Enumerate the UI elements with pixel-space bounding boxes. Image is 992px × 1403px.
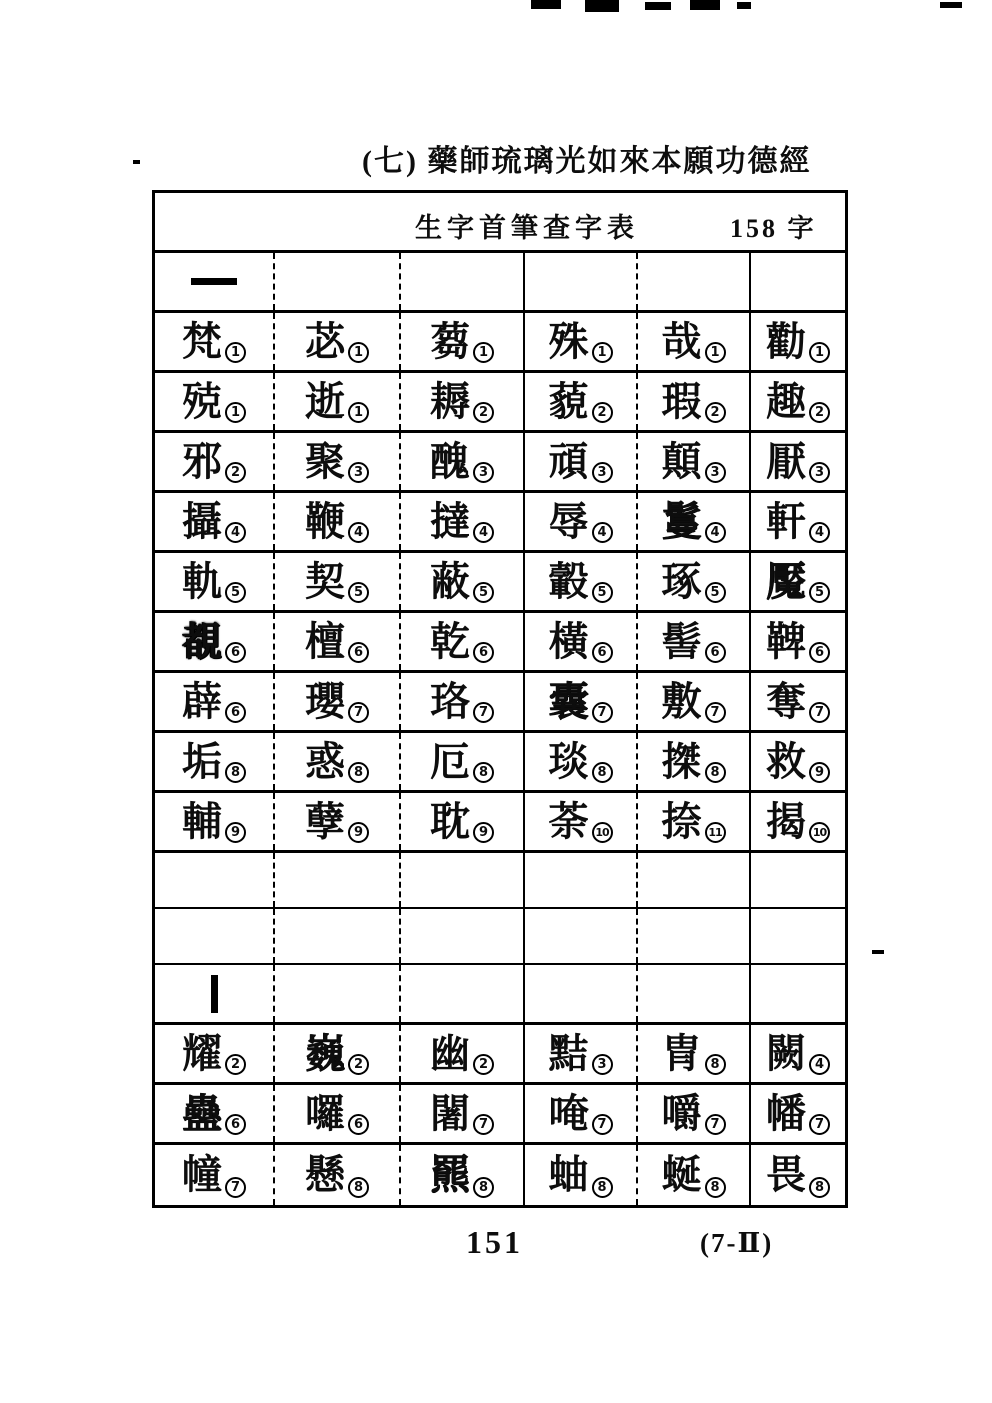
character: 搩 [661,738,702,784]
occurrence-page-number: 6 [348,642,369,663]
occurrence-page-number: 2 [473,402,494,423]
char-cell [155,373,273,430]
empty-cell [399,853,523,907]
scan-artifact [585,0,619,12]
scan-artifact [940,2,962,8]
char-cell [749,733,845,790]
char-cell [273,373,399,430]
scan-artifact [737,2,751,9]
char-cell [749,373,845,430]
empty-row [155,909,845,965]
character: 薜 [182,678,222,724]
character: 契 [305,558,345,604]
character: 軒 [766,498,806,544]
occurrence-page-number: 8 [225,762,246,783]
empty-cell [749,909,845,963]
occurrence-page-number: 2 [473,1054,494,1075]
character-count: 158 字 [730,214,817,243]
char-cell [636,1085,749,1142]
occurrence-page-number: 8 [592,762,613,783]
char-cell [273,1145,399,1205]
char-cell [399,373,523,430]
char-cell [523,733,636,790]
occurrence-page-number: 6 [348,1114,369,1135]
character: 幡 [766,1090,806,1136]
character: 邪 [182,438,222,484]
char-cell [636,733,749,790]
occurrence-page-number: 3 [592,1054,613,1075]
character: 瓔 [305,678,345,724]
occurrence-page-number: 2 [809,402,830,423]
char-cell [749,313,845,370]
empty-cell [749,965,845,1022]
occurrence-page-number: 1 [705,342,726,363]
occurrence-page-number: 5 [809,582,830,603]
occurrence-page-number: 3 [705,462,726,483]
table-rows [155,253,845,1205]
character: 撻 [430,498,470,544]
scan-artifact [872,950,884,954]
character-row [155,673,845,733]
char-cell [749,793,845,850]
empty-cell [523,853,636,907]
occurrence-page-number: 8 [348,762,369,783]
character: 蔽 [430,558,470,604]
char-cell [155,1025,273,1082]
character: 孽 [305,798,345,844]
character: 琰 [548,738,589,784]
char-cell [273,733,399,790]
empty-cell [155,909,273,963]
character: 幢 [182,1152,222,1197]
occurrence-page-number: 7 [705,702,726,723]
char-cell [523,673,636,730]
empty-cell [273,853,399,907]
occurrence-page-number: 10 [592,822,613,843]
empty-cell [749,853,845,907]
scan-artifact [531,0,561,9]
character: 鬘 [661,498,702,544]
occurrence-page-number: 6 [705,642,726,663]
empty-cell [636,909,749,963]
char-cell [155,793,273,850]
volume-section-number: (7-Ⅱ) [700,1228,774,1258]
occurrence-page-number: 10 [809,822,830,843]
occurrence-page-number: 8 [473,1177,494,1198]
character: 殊 [548,318,589,364]
character: 垢 [182,738,222,784]
occurrence-page-number: 11 [705,822,726,843]
character-row [155,1025,845,1085]
character-row [155,613,845,673]
char-cell [636,493,749,550]
char-cell [155,613,273,670]
char-cell [636,433,749,490]
char-cell [273,493,399,550]
occurrence-page-number: 4 [809,1054,830,1075]
character-row [155,553,845,613]
char-cell [749,1025,845,1082]
occurrence-page-number: 2 [705,402,726,423]
character: 聚 [305,438,345,484]
char-cell [273,1025,399,1082]
stroke-glyph [211,975,218,1013]
char-cell [273,433,399,490]
occurrence-page-number: 8 [705,1177,726,1198]
char-cell [523,1025,636,1082]
char-cell [749,673,845,730]
occurrence-page-number: 8 [592,1177,613,1198]
occurrence-page-number: 9 [809,762,830,783]
char-cell [749,613,845,670]
character-row [155,313,845,373]
occurrence-page-number: 8 [473,762,494,783]
scan-artifact [690,0,720,10]
character: 耀 [182,1030,222,1076]
occurrence-page-number: 6 [225,1114,246,1135]
occurrence-page-number: 1 [473,342,494,363]
char-cell [155,1085,273,1142]
character: 敷 [661,678,702,724]
char-cell [399,673,523,730]
character-row [155,433,845,493]
char-cell [636,673,749,730]
character: 冑 [661,1030,702,1076]
character: 勸 [766,318,806,364]
char-cell [523,493,636,550]
character: 奪 [766,678,806,724]
character: 黠 [548,1030,589,1076]
character-row [155,493,845,553]
occurrence-page-number: 8 [705,1054,726,1075]
character: 荼 [548,798,589,844]
occurrence-page-number: 2 [225,1054,246,1075]
page-number: 151 [466,1224,523,1260]
occurrence-page-number: 9 [225,822,246,843]
char-cell [636,613,749,670]
empty-cell [399,909,523,963]
character: 耽 [430,798,470,844]
character: 羆 [430,1152,470,1197]
occurrence-page-number: 6 [225,702,246,723]
character: 厭 [766,438,806,484]
char-cell [523,433,636,490]
occurrence-page-number: 3 [348,462,369,483]
table-title: 生字首筆查字表 [415,213,639,243]
char-cell [523,553,636,610]
character: 蠱 [182,1090,222,1136]
occurrence-page-number: 9 [348,822,369,843]
empty-cell [399,253,523,310]
char-cell [636,1145,749,1205]
character: 覩 [182,618,222,664]
character: 嚼 [661,1090,702,1136]
character-row [155,1085,845,1145]
occurrence-page-number: 2 [225,462,246,483]
character: 蜒 [661,1152,702,1197]
char-cell [399,493,523,550]
occurrence-page-number: 3 [809,462,830,483]
char-cell [636,793,749,850]
occurrence-page-number: 7 [592,702,613,723]
character-row [155,1145,845,1205]
occurrence-page-number: 7 [225,1177,246,1198]
occurrence-page-number: 8 [705,762,726,783]
character: 乾 [430,618,470,664]
character: 梵 [182,318,222,364]
empty-cell [273,965,399,1022]
occurrence-page-number: 2 [348,1054,369,1075]
character: 哉 [661,318,702,364]
character: 趣 [766,378,806,424]
occurrence-page-number: 1 [592,342,613,363]
occurrence-page-number: 5 [473,582,494,603]
character: 巍 [305,1030,345,1076]
empty-cell [636,853,749,907]
character: 頑 [548,438,589,484]
char-cell [155,673,273,730]
scan-artifact [645,2,671,10]
character: 魘 [766,558,806,604]
character: 囊 [548,678,589,724]
occurrence-page-number: 7 [473,1114,494,1135]
char-cell [399,1085,523,1142]
empty-cell [636,253,749,310]
occurrence-page-number: 7 [592,1114,613,1135]
character: 苾 [305,318,345,364]
occurrence-page-number: 5 [592,582,613,603]
occurrence-page-number: 4 [809,522,830,543]
char-cell [155,433,273,490]
occurrence-page-number: 7 [705,1114,726,1135]
character: 厄 [430,738,470,784]
char-cell [749,1145,845,1205]
empty-cell [273,909,399,963]
character: 捺 [661,798,702,844]
character: 畏 [766,1152,806,1197]
character-row [155,373,845,433]
character: 瑕 [661,378,702,424]
char-cell [749,553,845,610]
stroke-section-row [155,253,845,313]
char-cell [273,673,399,730]
character: 闕 [766,1030,806,1076]
char-cell [399,1145,523,1205]
character: 轂 [548,558,589,604]
character: 蚰 [548,1152,589,1197]
character: 髻 [661,618,702,664]
char-cell [523,313,636,370]
char-cell [273,1085,399,1142]
stroke-section-header [155,253,273,310]
char-cell [399,313,523,370]
char-cell [155,1145,273,1205]
occurrence-page-number: 4 [225,522,246,543]
empty-cell [399,965,523,1022]
character: 鞞 [766,618,806,664]
occurrence-page-number: 5 [705,582,726,603]
char-cell [523,613,636,670]
char-cell [523,373,636,430]
occurrence-page-number: 6 [809,642,830,663]
occurrence-page-number: 6 [225,642,246,663]
occurrence-page-number: 4 [473,522,494,543]
character: 鞭 [305,498,345,544]
char-cell [636,1025,749,1082]
empty-cell [749,253,845,310]
occurrence-page-number: 7 [473,702,494,723]
occurrence-page-number: 7 [809,1114,830,1135]
document-title: (七) 藥師琉璃光如來本願功德經 [362,145,812,178]
char-cell [523,1085,636,1142]
character: 檀 [305,618,345,664]
occurrence-page-number: 3 [473,462,494,483]
char-cell [399,733,523,790]
character: 闍 [430,1090,470,1136]
empty-cell [523,965,636,1022]
occurrence-page-number: 6 [592,642,613,663]
occurrence-page-number: 4 [592,522,613,543]
character: 耨 [430,378,470,424]
char-cell [523,1145,636,1205]
empty-cell [273,253,399,310]
char-cell [399,1025,523,1082]
stroke-section-row [155,965,845,1025]
occurrence-page-number: 7 [348,702,369,723]
empty-row [155,853,845,909]
character: 囉 [305,1090,345,1136]
occurrence-page-number: 1 [348,402,369,423]
occurrence-page-number: 1 [348,342,369,363]
char-cell [399,433,523,490]
character: 殑 [182,378,222,424]
occurrence-page-number: 1 [809,342,830,363]
char-cell [155,733,273,790]
character-row [155,793,845,853]
char-cell [273,793,399,850]
character-row [155,733,845,793]
occurrence-page-number: 4 [348,522,369,543]
empty-cell [636,965,749,1022]
char-cell [273,613,399,670]
occurrence-page-number: 9 [473,822,494,843]
char-cell [749,493,845,550]
char-cell [636,373,749,430]
char-cell [399,793,523,850]
occurrence-page-number: 6 [473,642,494,663]
character: 琢 [661,558,702,604]
character: 逝 [305,378,345,424]
character: 珞 [430,678,470,724]
character: 軌 [182,558,222,604]
char-cell [399,553,523,610]
character: 唵 [548,1090,589,1136]
char-cell [155,313,273,370]
occurrence-page-number: 5 [348,582,369,603]
occurrence-page-number: 1 [225,402,246,423]
stroke-lookup-table [152,190,848,1208]
char-cell [523,793,636,850]
char-cell [273,553,399,610]
empty-cell [155,853,273,907]
empty-cell [523,909,636,963]
character: 懸 [305,1152,345,1197]
character: 揭 [766,798,806,844]
occurrence-page-number: 3 [592,462,613,483]
character: 蒭 [430,318,470,364]
char-cell [399,613,523,670]
character: 救 [766,738,806,784]
char-cell [749,1085,845,1142]
occurrence-page-number: 7 [809,702,830,723]
char-cell [636,313,749,370]
char-cell [155,493,273,550]
character: 攝 [182,498,222,544]
table-header-row [155,193,845,253]
occurrence-page-number: 5 [225,582,246,603]
occurrence-page-number: 4 [705,522,726,543]
character: 橫 [548,618,589,664]
char-cell [273,313,399,370]
character: 幽 [430,1030,470,1076]
character: 辱 [548,498,589,544]
occurrence-page-number: 8 [809,1177,830,1198]
occurrence-page-number: 2 [592,402,613,423]
occurrence-page-number: 8 [348,1177,369,1198]
character: 惑 [305,738,345,784]
stroke-glyph [191,278,237,285]
char-cell [155,553,273,610]
character: 顛 [661,438,702,484]
char-cell [749,433,845,490]
occurrence-page-number: 1 [225,342,246,363]
character: 藐 [548,378,589,424]
stroke-section-header [155,965,273,1022]
scan-artifact [133,160,140,164]
character: 醜 [430,438,470,484]
character: 輔 [182,798,222,844]
char-cell [636,553,749,610]
empty-cell [523,253,636,310]
